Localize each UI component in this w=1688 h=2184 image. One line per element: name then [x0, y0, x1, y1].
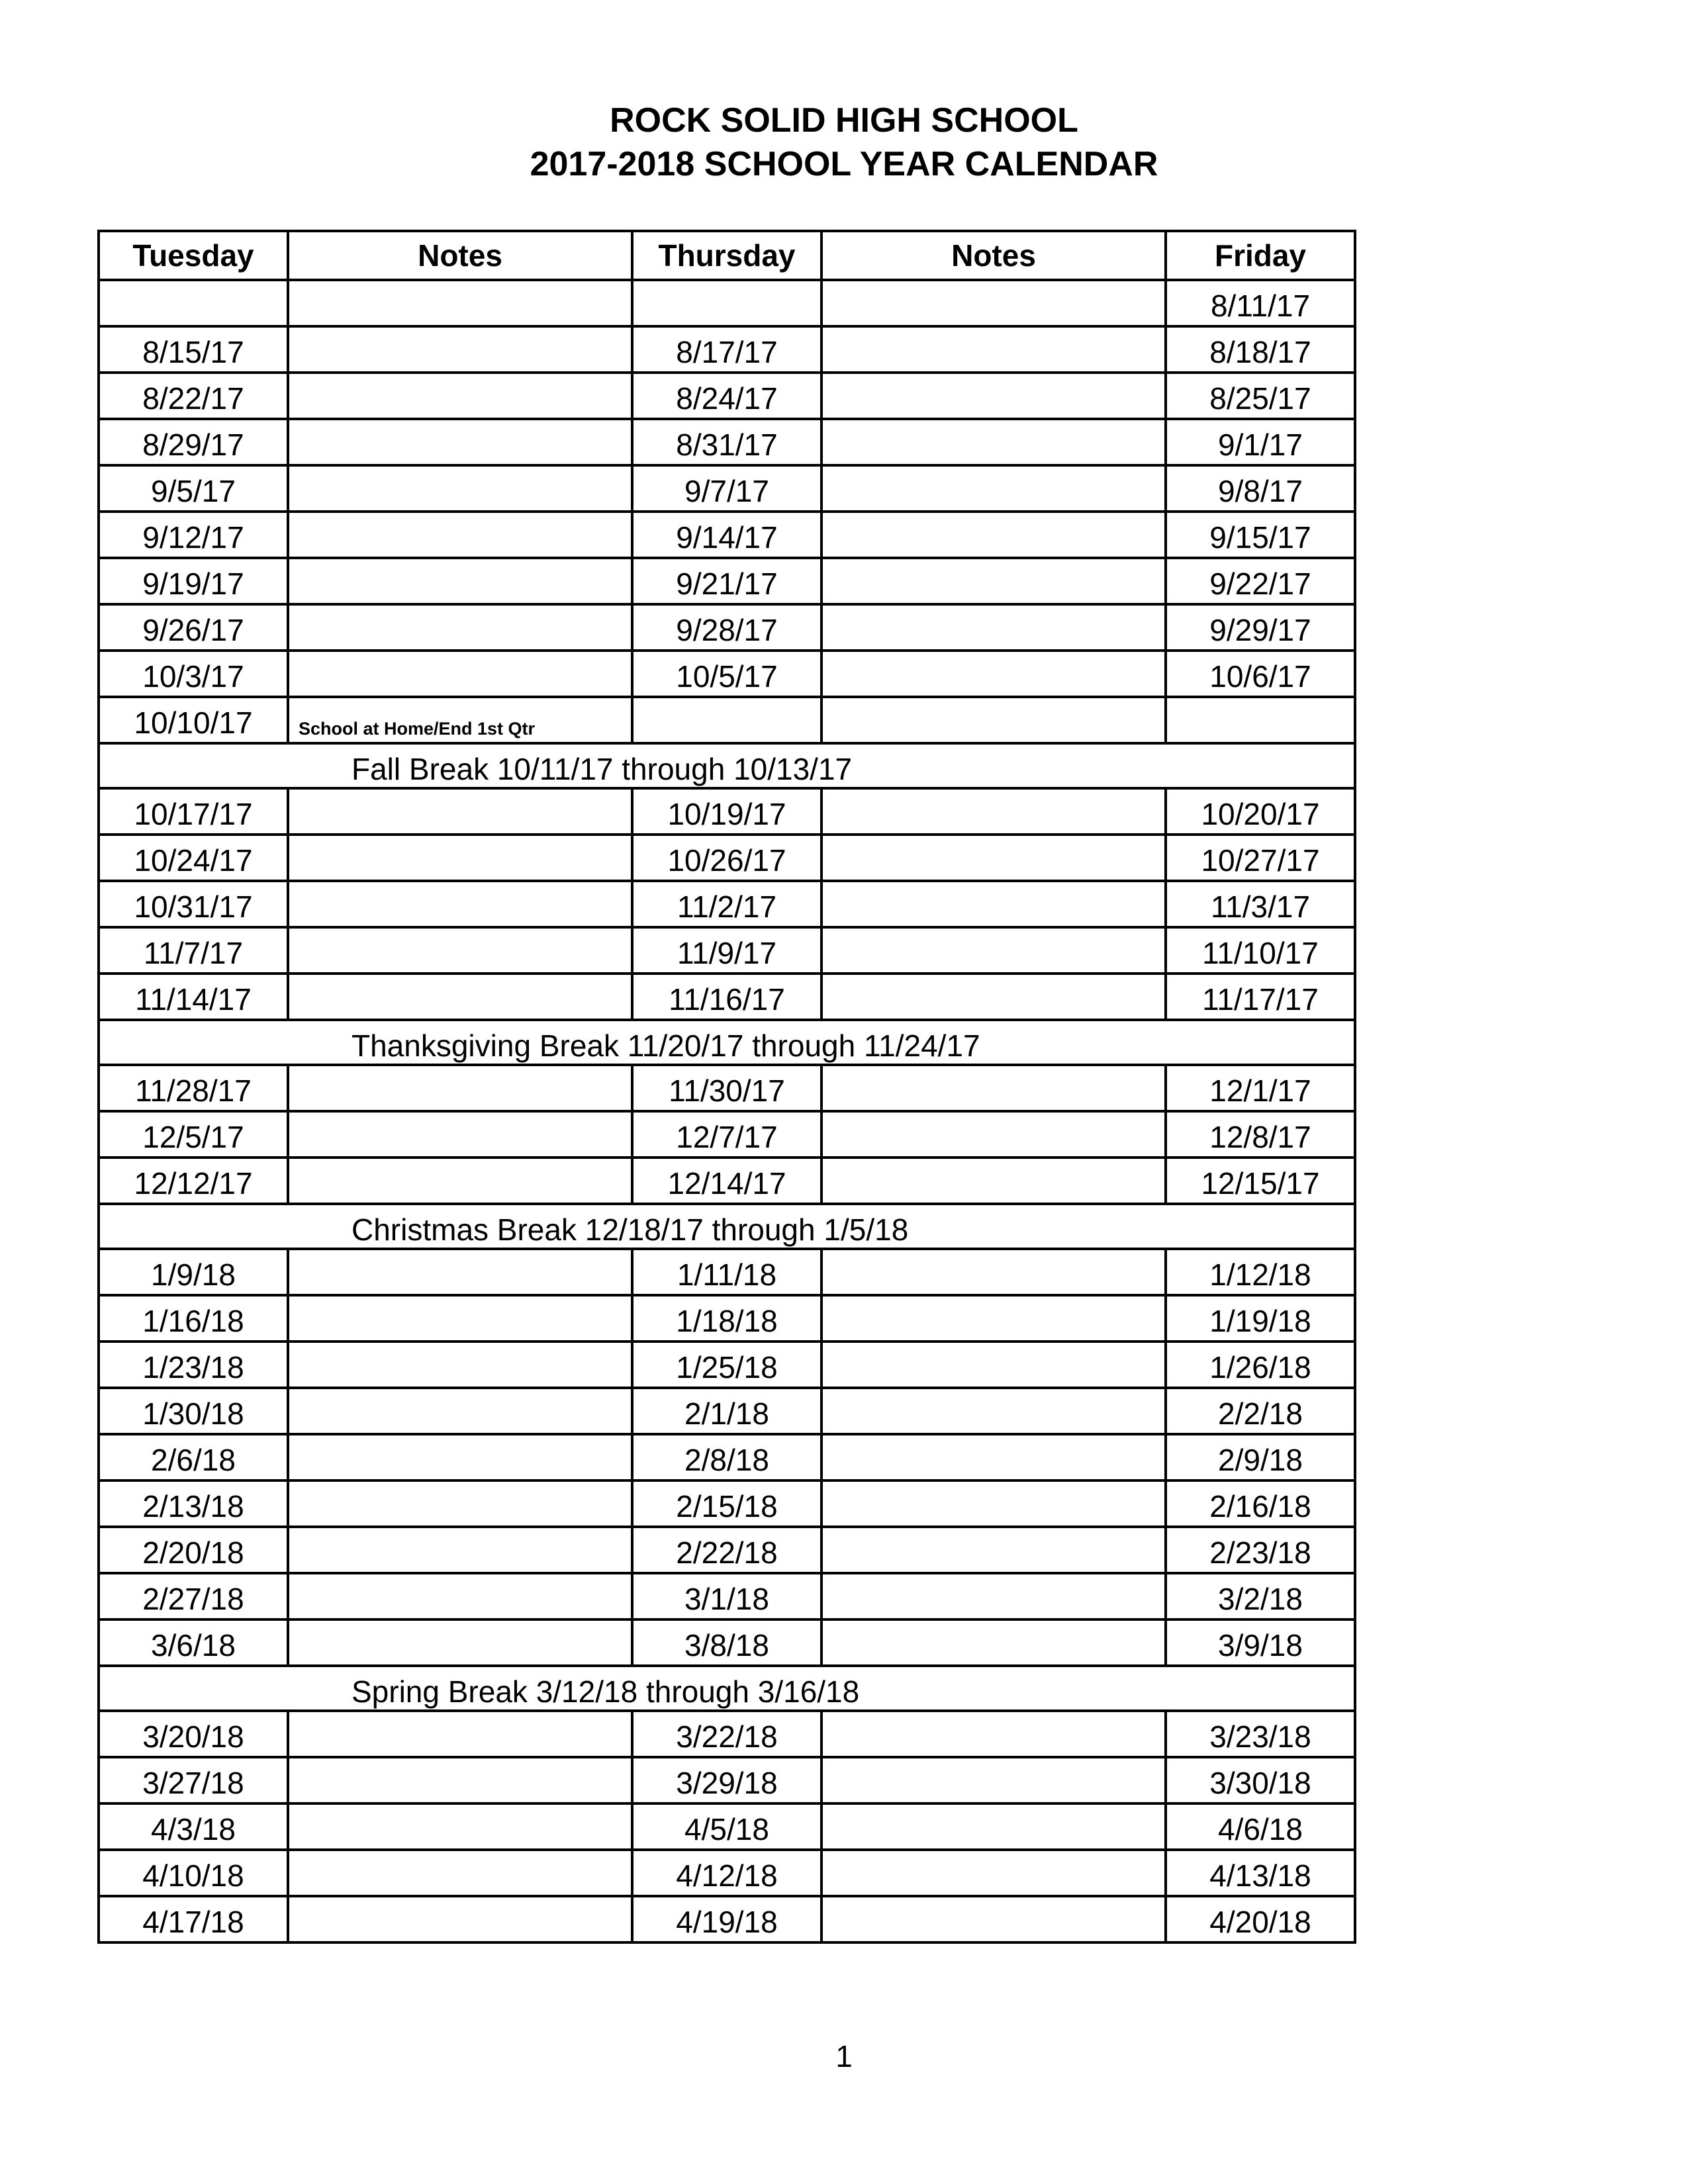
thursday-notes-cell [821, 419, 1166, 465]
friday-date-cell: 11/3/17 [1166, 881, 1355, 927]
thursday-notes-cell [821, 835, 1166, 881]
tuesday-date-cell: 3/20/18 [99, 1711, 288, 1757]
table-row [99, 558, 1355, 604]
thursday-date-cell [632, 697, 821, 743]
thursday-notes-cell [821, 1527, 1166, 1573]
tuesday-notes-cell [288, 1757, 632, 1803]
tuesday-date-cell: 12/5/17 [99, 1111, 288, 1158]
friday-date-cell: 1/12/18 [1166, 1249, 1355, 1295]
tuesday-notes-cell [288, 1111, 632, 1158]
thursday-notes-cell [821, 1803, 1166, 1850]
friday-date-cell: 3/23/18 [1166, 1711, 1355, 1757]
tuesday-notes-cell [288, 1158, 632, 1204]
friday-date-cell: 3/2/18 [1166, 1573, 1355, 1619]
thursday-date-cell: 3/1/18 [632, 1573, 821, 1619]
table-row [99, 1480, 1355, 1527]
thursday-date-cell: 2/1/18 [632, 1388, 821, 1434]
tuesday-date-cell: 4/10/18 [99, 1850, 288, 1896]
friday-date-cell: 3/30/18 [1166, 1757, 1355, 1803]
tuesday-notes-cell: School at Home/End 1st Qtr [288, 697, 632, 743]
table-row [99, 974, 1355, 1020]
thursday-notes-cell [821, 697, 1166, 743]
table-row [99, 651, 1355, 697]
column-header-thursday: Thursday [632, 231, 821, 280]
tuesday-date-cell: 9/19/17 [99, 558, 288, 604]
friday-date-cell: 3/9/18 [1166, 1619, 1355, 1666]
tuesday-date-cell: 11/28/17 [99, 1065, 288, 1111]
thursday-notes-cell [821, 1111, 1166, 1158]
thursday-notes-cell [821, 1711, 1166, 1757]
table-row [99, 788, 1355, 835]
break-label: Christmas Break 12/18/17 through 1/5/18 [99, 1204, 1355, 1249]
friday-date-cell: 8/25/17 [1166, 373, 1355, 419]
thursday-date-cell: 3/22/18 [632, 1711, 821, 1757]
friday-date-cell: 10/27/17 [1166, 835, 1355, 881]
tuesday-notes-cell [288, 604, 632, 651]
friday-date-cell: 4/13/18 [1166, 1850, 1355, 1896]
tuesday-notes-cell [288, 373, 632, 419]
tuesday-date-cell: 4/3/18 [99, 1803, 288, 1850]
tuesday-date-cell: 10/17/17 [99, 788, 288, 835]
tuesday-date-cell: 2/20/18 [99, 1527, 288, 1573]
friday-date-cell: 2/2/18 [1166, 1388, 1355, 1434]
tuesday-date-cell: 10/31/17 [99, 881, 288, 927]
tuesday-notes-cell [288, 326, 632, 373]
tuesday-notes-cell [288, 1388, 632, 1434]
tuesday-notes-cell [288, 280, 632, 326]
column-header-notes: Notes [288, 231, 632, 280]
table-row [99, 1158, 1355, 1204]
tuesday-date-cell: 9/5/17 [99, 465, 288, 512]
tuesday-notes-cell [288, 1803, 632, 1850]
thursday-date-cell: 11/2/17 [632, 881, 821, 927]
friday-date-cell: 8/18/17 [1166, 326, 1355, 373]
table-row [99, 1803, 1355, 1850]
page-subtitle: 2017-2018 SCHOOL YEAR CALENDAR [530, 145, 1158, 183]
tuesday-date-cell [99, 280, 288, 326]
tuesday-date-cell: 3/27/18 [99, 1757, 288, 1803]
table-row [99, 1434, 1355, 1480]
tuesday-notes-cell [288, 1850, 632, 1896]
thursday-date-cell: 4/19/18 [632, 1896, 821, 1942]
thursday-notes-cell [821, 1850, 1166, 1896]
thursday-date-cell: 8/17/17 [632, 326, 821, 373]
table-row [99, 697, 1355, 743]
thursday-date-cell: 12/14/17 [632, 1158, 821, 1204]
table-row [99, 1850, 1355, 1896]
table-row [99, 1527, 1355, 1573]
tuesday-notes-cell [288, 974, 632, 1020]
thursday-date-cell: 3/29/18 [632, 1757, 821, 1803]
break-row [99, 1020, 1355, 1065]
thursday-date-cell: 8/24/17 [632, 373, 821, 419]
thursday-notes-cell [821, 974, 1166, 1020]
thursday-date-cell: 9/7/17 [632, 465, 821, 512]
thursday-notes-cell [821, 1342, 1166, 1388]
tuesday-notes-cell [288, 1480, 632, 1527]
tuesday-date-cell: 12/12/17 [99, 1158, 288, 1204]
thursday-notes-cell [821, 1896, 1166, 1942]
table-row [99, 419, 1355, 465]
thursday-date-cell: 9/14/17 [632, 512, 821, 558]
friday-date-cell: 9/22/17 [1166, 558, 1355, 604]
thursday-date-cell: 2/8/18 [632, 1434, 821, 1480]
thursday-date-cell: 12/7/17 [632, 1111, 821, 1158]
thursday-notes-cell [821, 1757, 1166, 1803]
tuesday-notes-cell [288, 558, 632, 604]
break-row [99, 1204, 1355, 1249]
table-row [99, 1711, 1355, 1757]
table-row [99, 604, 1355, 651]
header-row [99, 231, 1355, 280]
tuesday-date-cell: 2/13/18 [99, 1480, 288, 1527]
tuesday-date-cell: 10/10/17 [99, 697, 288, 743]
tuesday-notes-cell [288, 1711, 632, 1757]
tuesday-date-cell: 9/26/17 [99, 604, 288, 651]
thursday-notes-cell [821, 1249, 1166, 1295]
tuesday-date-cell: 1/30/18 [99, 1388, 288, 1434]
friday-date-cell: 12/8/17 [1166, 1111, 1355, 1158]
thursday-notes-cell [821, 558, 1166, 604]
thursday-date-cell: 9/28/17 [632, 604, 821, 651]
column-header-notes: Notes [821, 231, 1166, 280]
thursday-date-cell: 1/18/18 [632, 1295, 821, 1342]
friday-date-cell: 2/16/18 [1166, 1480, 1355, 1527]
thursday-notes-cell [821, 788, 1166, 835]
tuesday-date-cell: 9/12/17 [99, 512, 288, 558]
break-row [99, 743, 1355, 788]
thursday-date-cell: 11/30/17 [632, 1065, 821, 1111]
tuesday-date-cell: 8/22/17 [99, 373, 288, 419]
table-row [99, 1295, 1355, 1342]
table-row [99, 465, 1355, 512]
thursday-notes-cell [821, 1434, 1166, 1480]
thursday-date-cell [632, 280, 821, 326]
tuesday-date-cell: 8/15/17 [99, 326, 288, 373]
thursday-date-cell: 9/21/17 [632, 558, 821, 604]
tuesday-notes-cell [288, 1065, 632, 1111]
page-title: ROCK SOLID HIGH SCHOOL [610, 101, 1078, 140]
thursday-date-cell: 1/11/18 [632, 1249, 821, 1295]
thursday-notes-cell [821, 1158, 1166, 1204]
tuesday-notes-cell [288, 1295, 632, 1342]
thursday-notes-cell [821, 1065, 1166, 1111]
thursday-date-cell: 10/26/17 [632, 835, 821, 881]
table-row [99, 835, 1355, 881]
tuesday-date-cell: 1/16/18 [99, 1295, 288, 1342]
friday-date-cell: 12/15/17 [1166, 1158, 1355, 1204]
tuesday-notes-cell [288, 651, 632, 697]
tuesday-notes-cell [288, 419, 632, 465]
thursday-date-cell: 3/8/18 [632, 1619, 821, 1666]
tuesday-notes-cell [288, 465, 632, 512]
thursday-date-cell: 8/31/17 [632, 419, 821, 465]
table-row [99, 1388, 1355, 1434]
thursday-notes-cell [821, 512, 1166, 558]
tuesday-notes-cell [288, 1249, 632, 1295]
thursday-notes-cell [821, 604, 1166, 651]
tuesday-date-cell: 3/6/18 [99, 1619, 288, 1666]
thursday-date-cell: 2/22/18 [632, 1527, 821, 1573]
thursday-date-cell: 4/5/18 [632, 1803, 821, 1850]
table-row [99, 1619, 1355, 1666]
calendar-body [99, 280, 1355, 1942]
thursday-notes-cell [821, 651, 1166, 697]
tuesday-notes-cell [288, 927, 632, 974]
tuesday-date-cell: 11/7/17 [99, 927, 288, 974]
friday-date-cell [1166, 697, 1355, 743]
table-row [99, 1111, 1355, 1158]
friday-date-cell: 8/11/17 [1166, 280, 1355, 326]
thursday-date-cell: 11/9/17 [632, 927, 821, 974]
page-number: 1 [835, 2039, 853, 2073]
table-row [99, 881, 1355, 927]
tuesday-notes-cell [288, 881, 632, 927]
tuesday-notes-cell [288, 1434, 632, 1480]
friday-date-cell: 9/1/17 [1166, 419, 1355, 465]
friday-date-cell: 10/6/17 [1166, 651, 1355, 697]
tuesday-date-cell: 2/27/18 [99, 1573, 288, 1619]
thursday-notes-cell [821, 1619, 1166, 1666]
table-row [99, 1573, 1355, 1619]
tuesday-date-cell: 8/29/17 [99, 419, 288, 465]
friday-date-cell: 1/26/18 [1166, 1342, 1355, 1388]
tuesday-notes-cell [288, 835, 632, 881]
thursday-notes-cell [821, 326, 1166, 373]
thursday-date-cell: 2/15/18 [632, 1480, 821, 1527]
tuesday-notes-cell [288, 1896, 632, 1942]
thursday-date-cell: 10/19/17 [632, 788, 821, 835]
friday-date-cell: 12/1/17 [1166, 1065, 1355, 1111]
tuesday-notes-cell [288, 1573, 632, 1619]
tuesday-notes-cell [288, 1527, 632, 1573]
tuesday-notes-cell [288, 1342, 632, 1388]
friday-date-cell: 4/20/18 [1166, 1896, 1355, 1942]
tuesday-date-cell: 1/23/18 [99, 1342, 288, 1388]
thursday-notes-cell [821, 280, 1166, 326]
table-row [99, 1896, 1355, 1942]
table-row [99, 1342, 1355, 1388]
thursday-notes-cell [821, 373, 1166, 419]
friday-date-cell: 9/15/17 [1166, 512, 1355, 558]
table-row [99, 1249, 1355, 1295]
tuesday-date-cell: 10/3/17 [99, 651, 288, 697]
calendar-table [97, 230, 1356, 1944]
tuesday-notes-cell [288, 788, 632, 835]
friday-date-cell: 2/9/18 [1166, 1434, 1355, 1480]
friday-date-cell: 11/10/17 [1166, 927, 1355, 974]
tuesday-date-cell: 10/24/17 [99, 835, 288, 881]
thursday-notes-cell [821, 1480, 1166, 1527]
break-label: Spring Break 3/12/18 through 3/16/18 [99, 1666, 1355, 1711]
thursday-notes-cell [821, 465, 1166, 512]
thursday-notes-cell [821, 1388, 1166, 1434]
break-label: Thanksgiving Break 11/20/17 through 11/24/17 [99, 1020, 1355, 1065]
thursday-notes-cell [821, 1573, 1166, 1619]
thursday-notes-cell [821, 881, 1166, 927]
table-row [99, 1065, 1355, 1111]
table-row [99, 326, 1355, 373]
friday-date-cell: 1/19/18 [1166, 1295, 1355, 1342]
tuesday-date-cell: 4/17/18 [99, 1896, 288, 1942]
friday-date-cell: 11/17/17 [1166, 974, 1355, 1020]
tuesday-date-cell: 1/9/18 [99, 1249, 288, 1295]
thursday-date-cell: 1/25/18 [632, 1342, 821, 1388]
table-row [99, 1757, 1355, 1803]
friday-date-cell: 2/23/18 [1166, 1527, 1355, 1573]
break-label: Fall Break 10/11/17 through 10/13/17 [99, 743, 1355, 788]
friday-date-cell: 4/6/18 [1166, 1803, 1355, 1850]
thursday-date-cell: 11/16/17 [632, 974, 821, 1020]
table-row [99, 373, 1355, 419]
friday-date-cell: 9/8/17 [1166, 465, 1355, 512]
thursday-date-cell: 4/12/18 [632, 1850, 821, 1896]
column-header-friday: Friday [1166, 231, 1355, 280]
tuesday-notes-cell [288, 512, 632, 558]
thursday-notes-cell [821, 1295, 1166, 1342]
thursday-date-cell: 10/5/17 [632, 651, 821, 697]
tuesday-notes-cell [288, 1619, 632, 1666]
table-row [99, 512, 1355, 558]
table-row [99, 927, 1355, 974]
thursday-notes-cell [821, 927, 1166, 974]
tuesday-date-cell: 11/14/17 [99, 974, 288, 1020]
column-header-tuesday: Tuesday [99, 231, 288, 280]
friday-date-cell: 10/20/17 [1166, 788, 1355, 835]
break-row [99, 1666, 1355, 1711]
table-row [99, 280, 1355, 326]
tuesday-date-cell: 2/6/18 [99, 1434, 288, 1480]
friday-date-cell: 9/29/17 [1166, 604, 1355, 651]
